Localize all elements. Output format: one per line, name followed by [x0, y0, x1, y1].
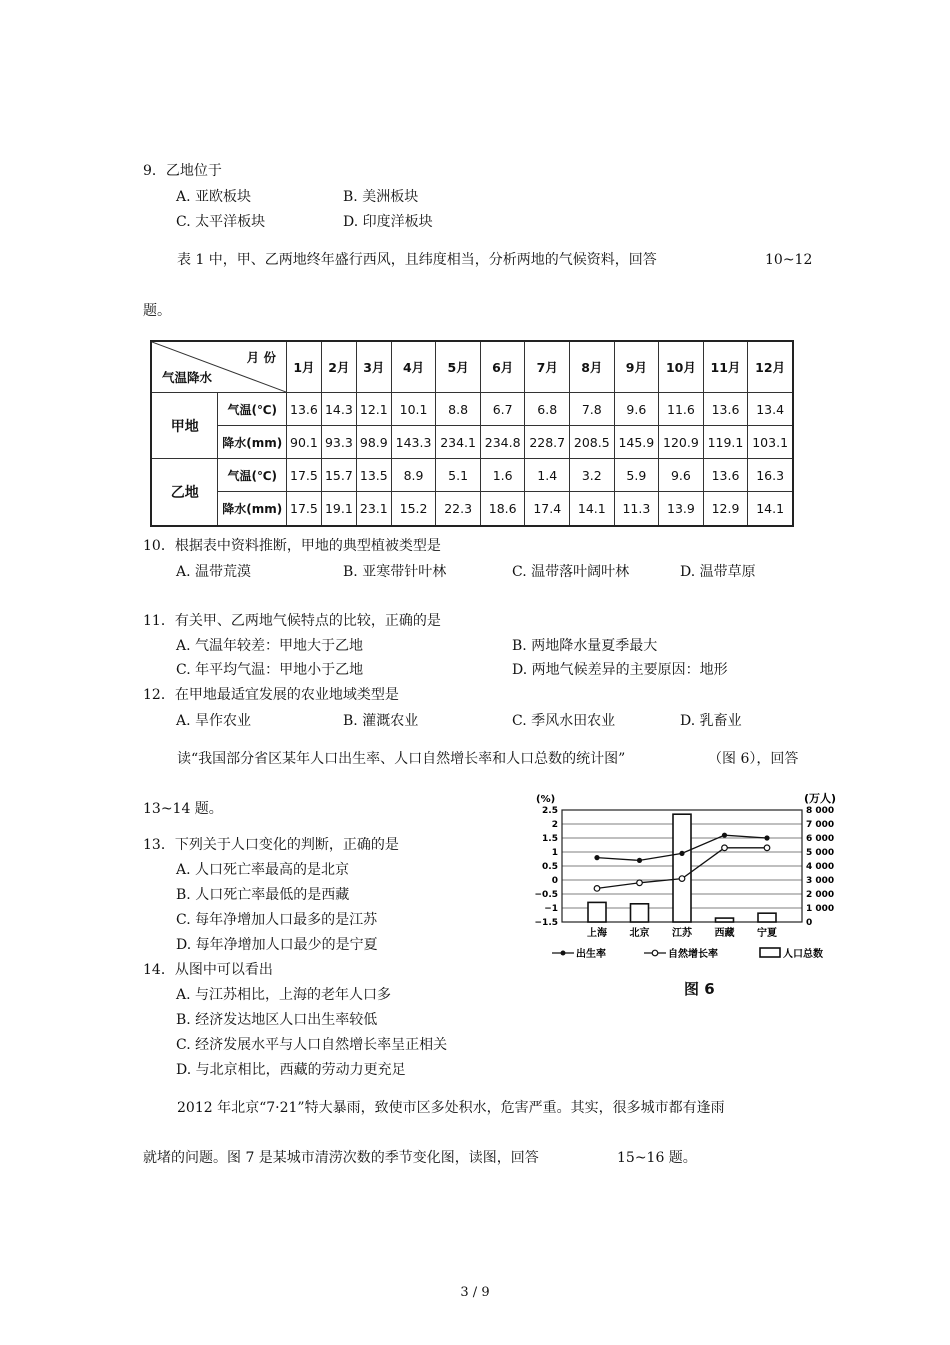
- table-cell: 18.6: [480, 492, 525, 526]
- month-header: 7月: [525, 341, 570, 393]
- intro-15-16-line1: 2012 年北京“7·21”特大暴雨，致使市区多处积水，危害严重。其实，很多城市都有逢雨: [177, 1100, 725, 1116]
- table-cell: 13.5: [356, 459, 391, 492]
- table-cell: 23.1: [356, 492, 391, 526]
- month-header: 1月: [287, 341, 322, 393]
- point-自然增长率: [722, 845, 728, 851]
- right-tick-label: 1 000: [806, 904, 835, 914]
- table-row: [151, 393, 793, 426]
- row-label: 降水(mm): [218, 426, 287, 459]
- month-header: 9月: [614, 341, 659, 393]
- right-tick-label: 0: [806, 918, 813, 928]
- legend-marker-growth: [652, 950, 658, 956]
- left-tick-label: 2.5: [542, 806, 558, 816]
- left-tick-label: −1: [544, 904, 558, 914]
- table-cell: 22.3: [436, 492, 481, 526]
- point-出生率: [722, 833, 727, 838]
- place-name-yi: 乙地: [151, 459, 218, 526]
- q10-option-d: D. 温带草原: [680, 564, 756, 580]
- table-cell: 13.6: [703, 393, 748, 426]
- q11-option-b: B. 两地降水量夏季最大: [512, 638, 658, 654]
- q10-option-b: B. 亚寒带针叶林: [343, 564, 447, 580]
- q14-stem: 14．从图中可以看出: [143, 962, 273, 978]
- table-cell: 12.9: [703, 492, 748, 526]
- bar-population-宁夏: [758, 913, 776, 922]
- point-自然增长率: [764, 845, 770, 851]
- table-cell: 90.1: [287, 426, 322, 459]
- table-cell: 119.1: [703, 426, 748, 459]
- place-name-jia: 甲地: [151, 393, 218, 459]
- page-number: 3 / 9: [460, 1285, 490, 1300]
- point-出生率: [764, 835, 769, 840]
- table-cell: 234.1: [436, 426, 481, 459]
- category-label: 北京: [629, 928, 650, 939]
- month-header: 8月: [570, 341, 615, 393]
- row-label: 气温(℃): [218, 393, 287, 426]
- table-cell: 13.6: [287, 393, 322, 426]
- category-label: 宁夏: [757, 928, 777, 939]
- table-cell: 14.1: [570, 492, 615, 526]
- table-cell: 1.6: [480, 459, 525, 492]
- intro-15-16-range: 15~16 题。: [617, 1150, 697, 1166]
- intro-10-12-range: 10~12: [765, 252, 813, 268]
- table-cell: 13.4: [748, 393, 793, 426]
- q9-option-a: A. 亚欧板块: [176, 189, 252, 205]
- figure-caption: 图 6: [684, 980, 715, 998]
- legend-marker-birth: [561, 951, 566, 956]
- left-axis-unit: (%): [536, 794, 556, 805]
- population-chart: [520, 785, 840, 975]
- legend-label: 人口总数: [783, 949, 823, 960]
- table-cell: 98.9: [356, 426, 391, 459]
- table-cell: 228.7: [525, 426, 570, 459]
- table-cell: 8.9: [391, 459, 436, 492]
- month-header: 11月: [703, 341, 748, 393]
- right-tick-label: 3 000: [806, 876, 835, 886]
- month-header: 2月: [321, 341, 356, 393]
- table-cell: 14.3: [321, 393, 356, 426]
- right-tick-label: 8 000: [806, 806, 835, 816]
- month-header: 6月: [480, 341, 525, 393]
- q9-option-c: C. 太平洋板块: [176, 214, 266, 230]
- month-header: 10月: [659, 341, 704, 393]
- table-cell: 15.2: [391, 492, 436, 526]
- left-tick-label: −1.5: [534, 918, 558, 928]
- q9-option-b: B. 美洲板块: [343, 189, 419, 205]
- table-cell: 13.9: [659, 492, 704, 526]
- bar-population-西藏: [716, 918, 734, 922]
- month-header: 4月: [391, 341, 436, 393]
- table-cell: 5.1: [436, 459, 481, 492]
- category-label: 江苏: [672, 928, 692, 939]
- q9-stem: 9．乙地位于: [143, 163, 222, 179]
- table-cell: 11.6: [659, 393, 704, 426]
- header-corner-cell: [151, 341, 287, 393]
- q11-stem: 11．有关甲、乙两地气候特点的比较，正确的是: [143, 613, 441, 629]
- left-tick-label: −0.5: [534, 890, 558, 900]
- q11-option-c: C. 年平均气温：甲地小于乙地: [176, 662, 364, 678]
- table-cell: 16.3: [748, 459, 793, 492]
- table-cell: 9.6: [614, 393, 659, 426]
- q12-stem: 12．在甲地最适宜发展的农业地域类型是: [143, 687, 399, 703]
- right-tick-label: 4 000: [806, 862, 835, 872]
- q10-option-c: C. 温带落叶阔叶林: [512, 564, 630, 580]
- table-cell: 12.1: [356, 393, 391, 426]
- q12-option-b: B. 灌溉农业: [343, 713, 419, 729]
- legend-label: 出生率: [576, 949, 606, 960]
- legend-label: 自然增长率: [668, 949, 718, 960]
- intro-13-14-line1: 读“我国部分省区某年人口出生率、人口自然增长率和人口总数的统计图”: [177, 751, 626, 767]
- table-cell: 8.8: [436, 393, 481, 426]
- q10-stem: 10．根据表中资料推断，甲地的典型植被类型是: [143, 538, 441, 554]
- right-axis-unit: (万人): [804, 792, 837, 805]
- right-tick-label: 2 000: [806, 890, 835, 900]
- point-出生率: [637, 858, 642, 863]
- q14-option-c: C. 经济发展水平与人口自然增长率呈正相关: [176, 1037, 448, 1053]
- month-header: 5月: [436, 341, 481, 393]
- q13-option-a: A. 人口死亡率最高的是北京: [176, 862, 350, 878]
- climate-table: [150, 340, 794, 527]
- table-cell: 103.1: [748, 426, 793, 459]
- left-tick-label: 1.5: [542, 834, 558, 844]
- row-label: 气温(℃): [218, 459, 287, 492]
- q12-option-a: A. 旱作农业: [176, 713, 252, 729]
- intro-13-14-line2: 13~14 题。: [143, 801, 223, 817]
- table-row: [151, 459, 793, 492]
- intro-10-12-line1: 表 1 中，甲、乙两地终年盛行西风，且纬度相当，分析两地的气候资料，回答: [177, 252, 657, 268]
- point-自然增长率: [594, 886, 600, 892]
- table-cell: 234.8: [480, 426, 525, 459]
- q14-option-a: A. 与江苏相比，上海的老年人口多: [176, 987, 392, 1003]
- q13-option-b: B. 人口死亡率最低的是西藏: [176, 887, 350, 903]
- q13-option-c: C. 每年净增加人口最多的是江苏: [176, 912, 378, 928]
- table-cell: 11.3: [614, 492, 659, 526]
- table-cell: 1.4: [525, 459, 570, 492]
- q11-option-a: A. 气温年较差：甲地大于乙地: [176, 638, 364, 654]
- q12-option-c: C. 季风水田农业: [512, 713, 616, 729]
- left-tick-label: 2: [551, 820, 558, 830]
- header-rows-label: 气温降水: [162, 370, 213, 385]
- point-自然增长率: [679, 876, 685, 882]
- table-cell: 17.5: [287, 459, 322, 492]
- month-header: 3月: [356, 341, 391, 393]
- table-cell: 19.1: [321, 492, 356, 526]
- table-cell: 9.6: [659, 459, 704, 492]
- table-cell: 10.1: [391, 393, 436, 426]
- bar-population-江苏: [673, 814, 691, 922]
- header-month-label: 月 份: [246, 350, 276, 365]
- table-cell: 13.6: [703, 459, 748, 492]
- q14-option-b: B. 经济发达地区人口出生率较低: [176, 1012, 378, 1028]
- right-tick-label: 5 000: [806, 848, 835, 858]
- table-cell: 6.7: [480, 393, 525, 426]
- left-tick-label: 1: [551, 848, 558, 858]
- q12-option-d: D. 乳畜业: [680, 713, 742, 729]
- right-tick-label: 7 000: [806, 820, 835, 830]
- q10-option-a: A. 温带荒漠: [176, 564, 252, 580]
- q13-stem: 13．下列关于人口变化的判断，正确的是: [143, 837, 399, 853]
- table-cell: 17.4: [525, 492, 570, 526]
- q14-option-d: D. 与北京相比，西藏的劳动力更充足: [176, 1062, 406, 1078]
- q9-option-d: D. 印度洋板块: [343, 214, 433, 230]
- table-cell: 15.7: [321, 459, 356, 492]
- table-cell: 143.3: [391, 426, 436, 459]
- table-row: [151, 492, 793, 526]
- table-cell: 7.8: [570, 393, 615, 426]
- point-出生率: [594, 855, 599, 860]
- q11-option-d: D. 两地气候差异的主要原因：地形: [512, 662, 728, 678]
- table-cell: 145.9: [614, 426, 659, 459]
- table-cell: 120.9: [659, 426, 704, 459]
- intro-10-12-line2: 题。: [143, 303, 171, 319]
- point-自然增长率: [637, 880, 643, 886]
- table-cell: 93.3: [321, 426, 356, 459]
- table-cell: 208.5: [570, 426, 615, 459]
- category-label: 上海: [587, 928, 607, 939]
- bar-population-北京: [631, 904, 649, 922]
- intro-13-14-figref: （图 6），回答: [708, 751, 799, 767]
- right-tick-label: 6 000: [806, 834, 835, 844]
- climate-table-header-row: [151, 341, 793, 393]
- table-cell: 14.1: [748, 492, 793, 526]
- table-cell: 5.9: [614, 459, 659, 492]
- table-cell: 17.5: [287, 492, 322, 526]
- bar-population-上海: [588, 902, 606, 922]
- left-tick-label: 0.5: [542, 862, 558, 872]
- category-label: 西藏: [714, 928, 735, 939]
- month-header: 12月: [748, 341, 793, 393]
- row-label: 降水(mm): [218, 492, 287, 526]
- intro-15-16-line2: 就堵的问题。图 7 是某城市清涝次数的季节变化图，读图，回答: [143, 1150, 539, 1166]
- table-row: [151, 426, 793, 459]
- left-tick-label: 0: [551, 876, 558, 886]
- table-cell: 6.8: [525, 393, 570, 426]
- legend-swatch-population: [760, 948, 780, 957]
- point-出生率: [679, 851, 684, 856]
- table-cell: 3.2: [570, 459, 615, 492]
- q13-option-d: D. 每年净增加人口最少的是宁夏: [176, 937, 378, 953]
